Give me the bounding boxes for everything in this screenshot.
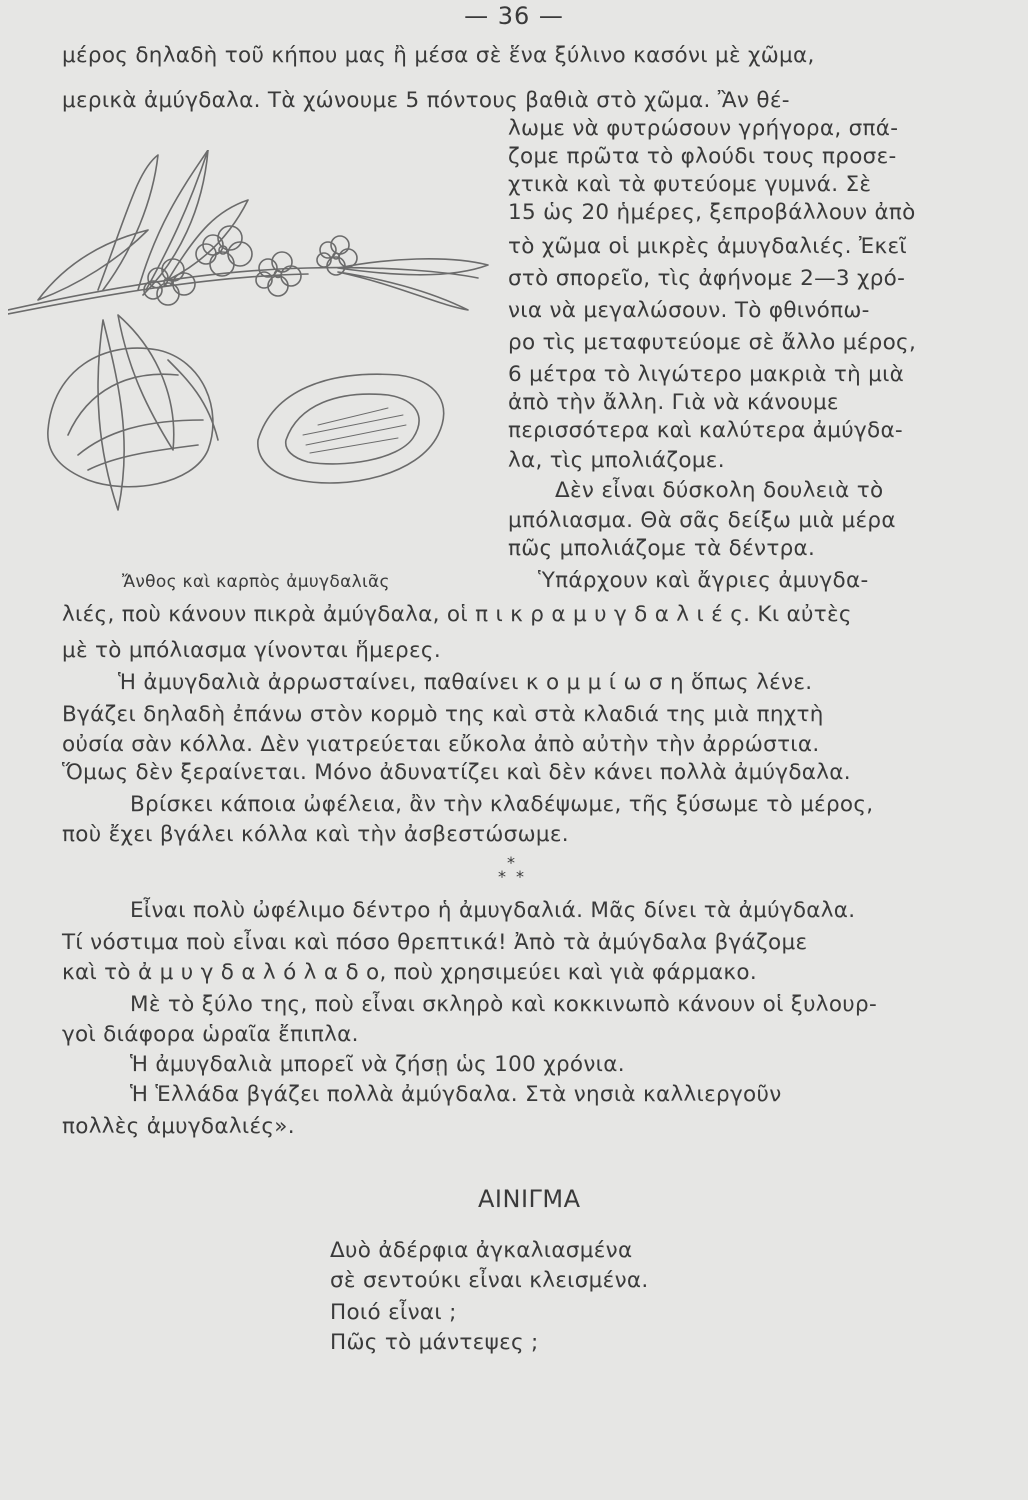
- text-line: 15 ὡς 20 ἡμέρες, ξεπροβάλλουν ἀπὸ: [508, 200, 916, 225]
- text-line: λα, τὶς μπολιάζομε.: [508, 448, 725, 473]
- text-line: στὸ σπορεῖο, τὶς ἀφήνομε 2—3 χρό-: [508, 266, 906, 291]
- almond-kernel: [258, 374, 444, 483]
- section-separator: [490, 853, 540, 893]
- text-line: ἀπὸ τὴν ἄλλη. Γιὰ νὰ κάνουμε: [508, 390, 839, 415]
- asterisk: *: [498, 867, 506, 886]
- text-line: καὶ τὸ ἀ μ υ γ δ α λ ό λ α δ ο, ποὺ χρησιμεύει καὶ γιὰ φάρμακο.: [62, 960, 757, 985]
- text-line: μπόλιασμα. Θὰ σᾶς δείξω μιὰ μέρα: [508, 508, 896, 533]
- riddle-line: Ποιό εἶναι ;: [330, 1300, 457, 1325]
- text-line: λωμε νὰ φυτρώσουν γρήγορα, σπά-: [508, 116, 899, 141]
- riddle-line: Πῶς τὸ μάντεψες ;: [330, 1330, 539, 1355]
- text-line: Ἡ ἀμυγδαλιὰ μπορεῖ νὰ ζήσῃ ὡς 100 χρόνια.: [130, 1052, 625, 1077]
- text-line: χτικὰ καὶ τὰ φυτεύομε γυμνά. Σὲ: [508, 172, 872, 197]
- text-line: Βρίσκει κάποια ὠφέλεια, ἂν τὴν κλαδέψωμε, τῆς ξύσωμε τὸ μέρος,: [130, 792, 874, 817]
- almond-fruit: [48, 348, 213, 487]
- text-line: οὐσία σὰν κόλλα. Δὲν γιατρεύεται εὔκολα ἀπὸ αὐτὴν τὴν ἀρρώστια.: [62, 732, 820, 757]
- text-line: νια νὰ μεγαλώσουν. Τὸ φθινόπω-: [508, 298, 870, 323]
- text-line: γοὶ διάφορα ὡραῖα ἔπιπλα.: [62, 1022, 359, 1047]
- text-line: Ἡ ἀμυγδαλιὰ ἀρρωσταίνει, παθαίνει κ ο μ μ ί ω σ η ὅπως λένε.: [118, 670, 813, 695]
- riddle-line: σὲ σεντούκι εἶναι κλεισμένα.: [330, 1268, 649, 1293]
- asterisk: *: [507, 853, 515, 872]
- riddle-line: Δυὸ ἀδέρφια ἀγκαλιασμένα: [330, 1238, 633, 1263]
- blossom: [196, 226, 252, 276]
- text-line: μερικὰ ἀμύγδαλα. Τὰ χώνουμε 5 πόντους βαθιὰ στὸ χῶμα. Ἂν θέ-: [62, 88, 790, 113]
- text-line: 6 μέτρα τὸ λιγώτερο μακριὰ τὴ μιὰ: [508, 362, 905, 387]
- page-number: — 36 —: [464, 2, 564, 30]
- text-line: Μὲ τὸ ξύλο της, ποὺ εἶναι σκληρὸ καὶ κοκκινωπὸ κάνουν οἱ ξυλουρ-: [130, 992, 878, 1017]
- text-line: πῶς μπολιάζομε τὰ δέντρα.: [508, 536, 816, 561]
- almond-branch-illustration: [8, 150, 498, 530]
- leaf: [98, 320, 124, 510]
- text-line: Εἶναι πολὺ ὠφέλιμο δέντρο ἡ ἀμυγδαλιά. Μᾶς δίνει τὰ ἀμύγδαλα.: [130, 898, 856, 923]
- text-line: πολλὲς ἀμυγδαλιές».: [62, 1114, 295, 1139]
- asterisk: *: [516, 867, 524, 886]
- text-line: Ἡ Ἑλλάδα βγάζει πολλὰ ἀμύγδαλα. Στὰ νησιὰ καλλιεργοῦν: [130, 1082, 782, 1107]
- illustration-caption: Ἄνθος καὶ καρπὸς ἀμυγδαλιᾶς: [122, 572, 390, 592]
- text-line: τὸ χῶμα οἱ μικρὲς ἀμυγδαλιές. Ἐκεῖ: [508, 234, 907, 259]
- leaf: [168, 200, 248, 280]
- text-line: Τί νόστιμα ποὺ εἶναι καὶ πόσο θρεπτικά! Ἀπὸ τὰ ἀμύγδαλα βγάζομε: [62, 930, 808, 955]
- text-line: Δὲν εἶναι δύσκολη δουλειὰ τὸ: [555, 478, 884, 503]
- riddle-title: ΑΙΝΙΓΜΑ: [478, 1185, 581, 1213]
- text-line: Ὅμως δὲν ξεραίνεται. Μόνο ἀδυνατίζει καὶ δὲν κάνει πολλὰ ἀμύγδαλα.: [62, 760, 851, 785]
- text-line: περισσότερα καὶ καλύτερα ἀμύγδα-: [508, 418, 903, 443]
- text-line: λιές, ποὺ κάνουν πικρὰ ἀμύγδαλα, οἱ π ι κ ρ α μ υ γ δ α λ ι έ ς. Κι αὐτὲς: [62, 602, 852, 627]
- text-line: ζομε πρῶτα τὸ φλούδι τους προσε-: [508, 144, 897, 169]
- text-line: Ὑπάρχουν καὶ ἄγριες ἀμυγδα-: [538, 568, 869, 593]
- text-line: ποὺ ἔχει βγάλει κόλλα καὶ τὴν ἀσβεστώσωμε.: [62, 822, 569, 847]
- text-line: μὲ τὸ μπόλιασμα γίνονται ἥμερες.: [62, 638, 441, 663]
- text-line: μέρος δηλαδὴ τοῦ κήπου μας ἢ μέσα σὲ ἕνα ξύλινο κασόνι μὲ χῶμα,: [62, 43, 815, 68]
- leaf: [338, 272, 468, 310]
- leaf: [38, 230, 148, 300]
- text-line: Βγάζει δηλαδὴ ἐπάνω στὸν κορμὸ της καὶ στὰ κλαδιά της μιὰ πηχτὴ: [62, 702, 824, 727]
- leaf: [338, 259, 488, 275]
- text-line: ρο τὶς μεταφυτεύομε σὲ ἄλλο μέρος,: [508, 330, 917, 355]
- leaf: [98, 155, 158, 290]
